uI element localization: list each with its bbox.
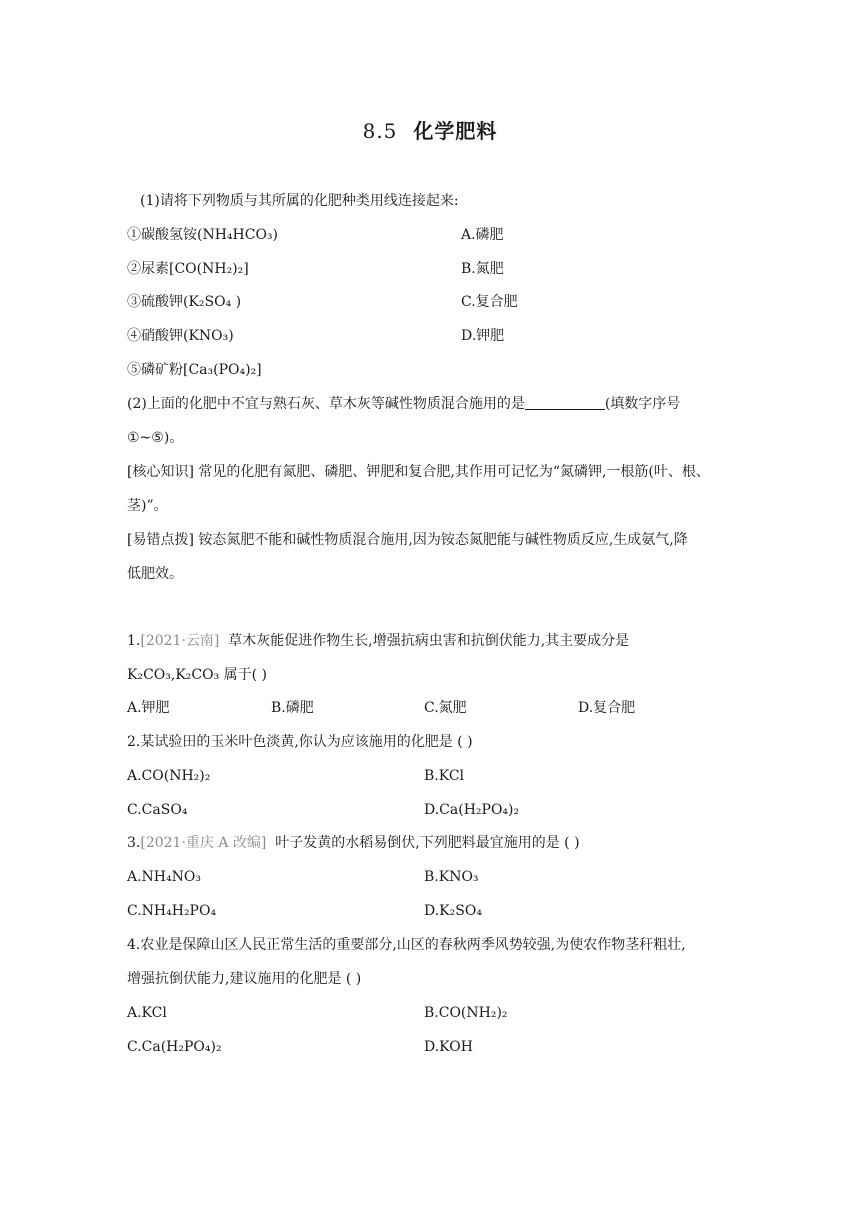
question-3-stem [127,834,580,852]
core-knowledge-line1: [核心知识] 常见的化肥有氮肥、磷肥、钾肥和复合肥,其作用可记忆为“氮磷钾,一根筋(叶、根、 [127,464,710,480]
question-source: [2021·重庆 A 改编] [140,835,267,851]
q3-option-d[interactable]: D.K₂SO₄ [424,903,482,919]
q3-option-a[interactable]: A.NH₄NO₃ [127,869,201,885]
q1-option-b[interactable]: B.磷肥 [271,700,314,716]
q4-option-a[interactable]: A.KCl [127,1005,167,1021]
right-item-d: D.钾肥 [461,328,505,344]
tip-line2: 低肥效。 [127,566,183,582]
core-knowledge-line2: 茎)”。 [127,498,168,514]
question-number: 1. [127,633,141,649]
q1-option-d[interactable]: D.复合肥 [578,700,636,716]
left-item-1: ①碳酸氢铵(NH₄HCO₃) [127,227,279,243]
section-number: 8.5 [362,119,398,143]
section-title: 化学肥料 [413,119,498,143]
right-item-a: A.磷肥 [461,227,504,243]
q2-option-b[interactable]: B.KCl [424,768,465,784]
question-stem: 草木灰能促进作物生长,增强抗病虫害和抗倒伏能力,其主要成分是 [228,633,630,649]
question-stem: 叶子发黄的水稻易倒伏,下列肥料最宜施用的是 ( ) [275,835,580,851]
q2-option-c[interactable]: C.CaSO₄ [127,802,188,818]
right-item-b: B.氮肥 [461,261,504,277]
question-stem: 农业是保障山区人民正常生活的重要部分,山区的春秋两季风势较强,为使农作物茎秆粗壮, [140,937,686,953]
question-source: [2021·云南] [140,633,220,649]
left-item-5: ⑤磷矿粉[Ca₃(PO₄)₂] [127,362,262,378]
q4-option-d[interactable]: D.KOH [424,1039,473,1055]
q2-line2: ①~⑤)。 [127,430,184,446]
question-stem: 某试验田的玉米叶色淡黄,你认为应该施用的化肥是 ( ) [140,734,473,750]
question-number: 3. [127,835,141,851]
q2-option-a[interactable]: A.CO(NH₂)₂ [127,768,211,784]
tip-line1: [易错点拨] 铵态氮肥不能和碱性物质混合施用,因为铵态氮肥能与碱性物质反应,生成氨气,降 [127,532,688,548]
q1-option-a[interactable]: A.钾肥 [127,700,170,716]
question-2-stem [127,733,473,751]
question-1-stem-line2: K₂CO₃,K₂CO₃ 属于( ) [127,667,268,683]
q4-option-b[interactable]: B.CO(NH₂)₂ [424,1005,508,1021]
question-number: 4. [127,937,141,953]
q2-prefix: (2)上面的化肥中不宜与熟石灰、草木灰等碱性物质混合施用的是 [127,396,525,412]
q2-line [127,395,680,413]
question-4-stem-line2: 增强抗倒伏能力,建议施用的化肥是 ( ) [127,971,362,987]
question-number: 2. [127,734,141,750]
left-item-4: ④硝酸钾(KNO₃) [127,328,234,344]
q3-option-b[interactable]: B.KNO₃ [424,869,479,885]
question-4-stem [127,936,686,954]
q4-option-c[interactable]: C.Ca(H₂PO₄)₂ [127,1039,222,1055]
left-item-3: ③硫酸钾(K₂SO₄ ) [127,294,242,310]
right-item-c: C.复合肥 [461,294,518,310]
q2-option-d[interactable]: D.Ca(H₂PO₄)₂ [424,802,520,818]
answer-blank[interactable] [525,395,605,410]
q3-option-c[interactable]: C.NH₄H₂PO₄ [127,903,217,919]
page-title [0,115,860,144]
q1-prompt: (1)请将下列物质与其所属的化肥种类用线连接起来: [140,193,459,209]
q1-option-c[interactable]: C.氮肥 [424,700,467,716]
question-1-stem [127,632,629,650]
q2-suffix: (填数字序号 [604,396,681,412]
left-item-2: ②尿素[CO(NH₂)₂] [127,261,249,277]
